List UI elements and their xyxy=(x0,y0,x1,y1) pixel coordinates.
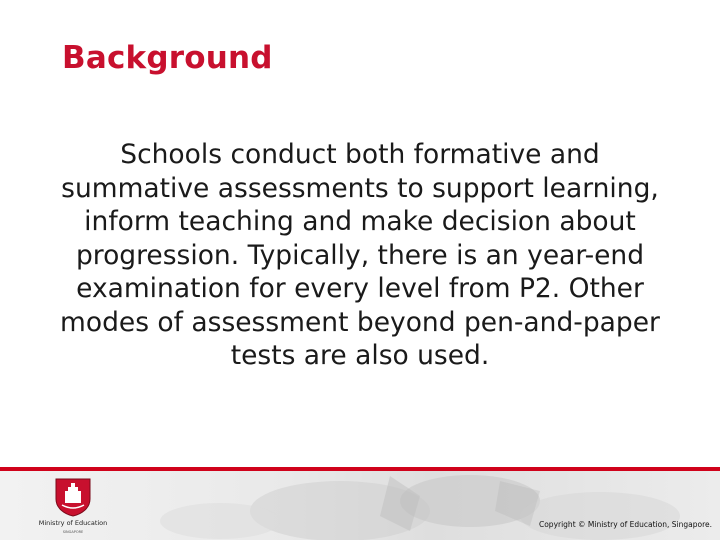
moe-logo-subtext: SINGAPORE xyxy=(62,530,84,534)
moe-crest-icon xyxy=(46,477,100,517)
footer-background-texture xyxy=(0,471,720,540)
slide-body-text: Schools conduct both formative and summative assessments to support learning, inform teaching and make decision about progression. Typically, there is an year-end examination for every level from P2. Other modes of assessment beyond pen-and-paper tests are also used. xyxy=(60,139,660,371)
footer-banner xyxy=(0,471,720,540)
copyright-notice: Copyright © Ministry of Education, Singapore. xyxy=(538,520,712,529)
moe-logo xyxy=(38,477,108,539)
slide-title: Background xyxy=(62,40,273,76)
moe-logo-name: Ministry of Education xyxy=(38,519,108,527)
